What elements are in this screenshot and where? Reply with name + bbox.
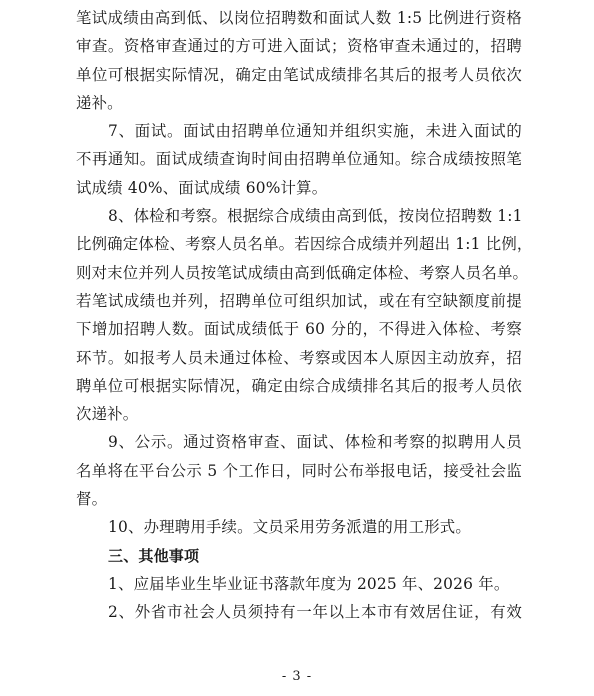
text-line: 7、面试。面试由招聘单位通知并组织实施，未进入面试的 xyxy=(108,122,522,141)
text-line: 次递补。 xyxy=(76,405,139,424)
text-line: 比例确定体检、考察人员名单。若因综合成绩并列超出 1:1 比例， xyxy=(76,235,533,254)
text-line: 递补。 xyxy=(76,93,123,112)
text-line: 10、办理聘用手续。文员采用劳务派遣的用工形式。 xyxy=(108,518,471,537)
document-body xyxy=(76,4,533,627)
text-line: 笔试成绩由高到低、以岗位招聘数和面试人数 1:5 比例进行资格 xyxy=(76,9,522,27)
text-line: 8、体检和考察。根据综合成绩由高到低，按岗位招聘数 1:1 xyxy=(108,207,523,226)
text-line: 则对末位并列人员按笔试成绩由高到低确定体检、考察人员名单。 xyxy=(76,263,529,282)
text-line: 若笔试成绩也并列，招聘单位可组织加试，或在有空缺额度前提 xyxy=(76,291,522,310)
text-line: 1、应届毕业生毕业证书落款年度为 2025 年、2026 年。 xyxy=(108,574,510,593)
text-line: 名单将在平台公示 5 个工作日，同时公布举报电话，接受社会监 xyxy=(76,461,522,480)
text-line: 督。 xyxy=(76,490,108,509)
text-line: 2、外省市社会人员须持有一年以上本市有效居住证，有效 xyxy=(108,603,522,622)
text-line: 9、公示。通过资格审查、面试、体检和考察的拟聘用人员 xyxy=(108,433,522,452)
text-line: 不再通知。面试成绩查询时间由招聘单位通知。综合成绩按照笔 xyxy=(76,150,522,169)
text-line: 试成绩 40%、面试成绩 60%计算。 xyxy=(76,178,328,197)
section-heading: 三、其他事项 xyxy=(108,546,200,565)
text-line: 下增加招聘人数。面试成绩低于 60 分的，不得进入体检、考察 xyxy=(76,320,522,339)
text-line: 审查。资格审查通过的方可进入面试；资格审查未通过的，招聘 xyxy=(76,37,522,56)
text-line: 聘单位可根据实际情况，确定由综合成绩排名其后的报考人员依 xyxy=(76,376,522,395)
text-line: 单位可根据实际情况，确定由笔试成绩排名其后的报考人员依次 xyxy=(76,65,522,84)
page-number: - 3 - xyxy=(281,669,313,684)
text-line: 环节。如报考人员未通过体检、考察或因本人原因主动放弃，招 xyxy=(76,348,522,367)
